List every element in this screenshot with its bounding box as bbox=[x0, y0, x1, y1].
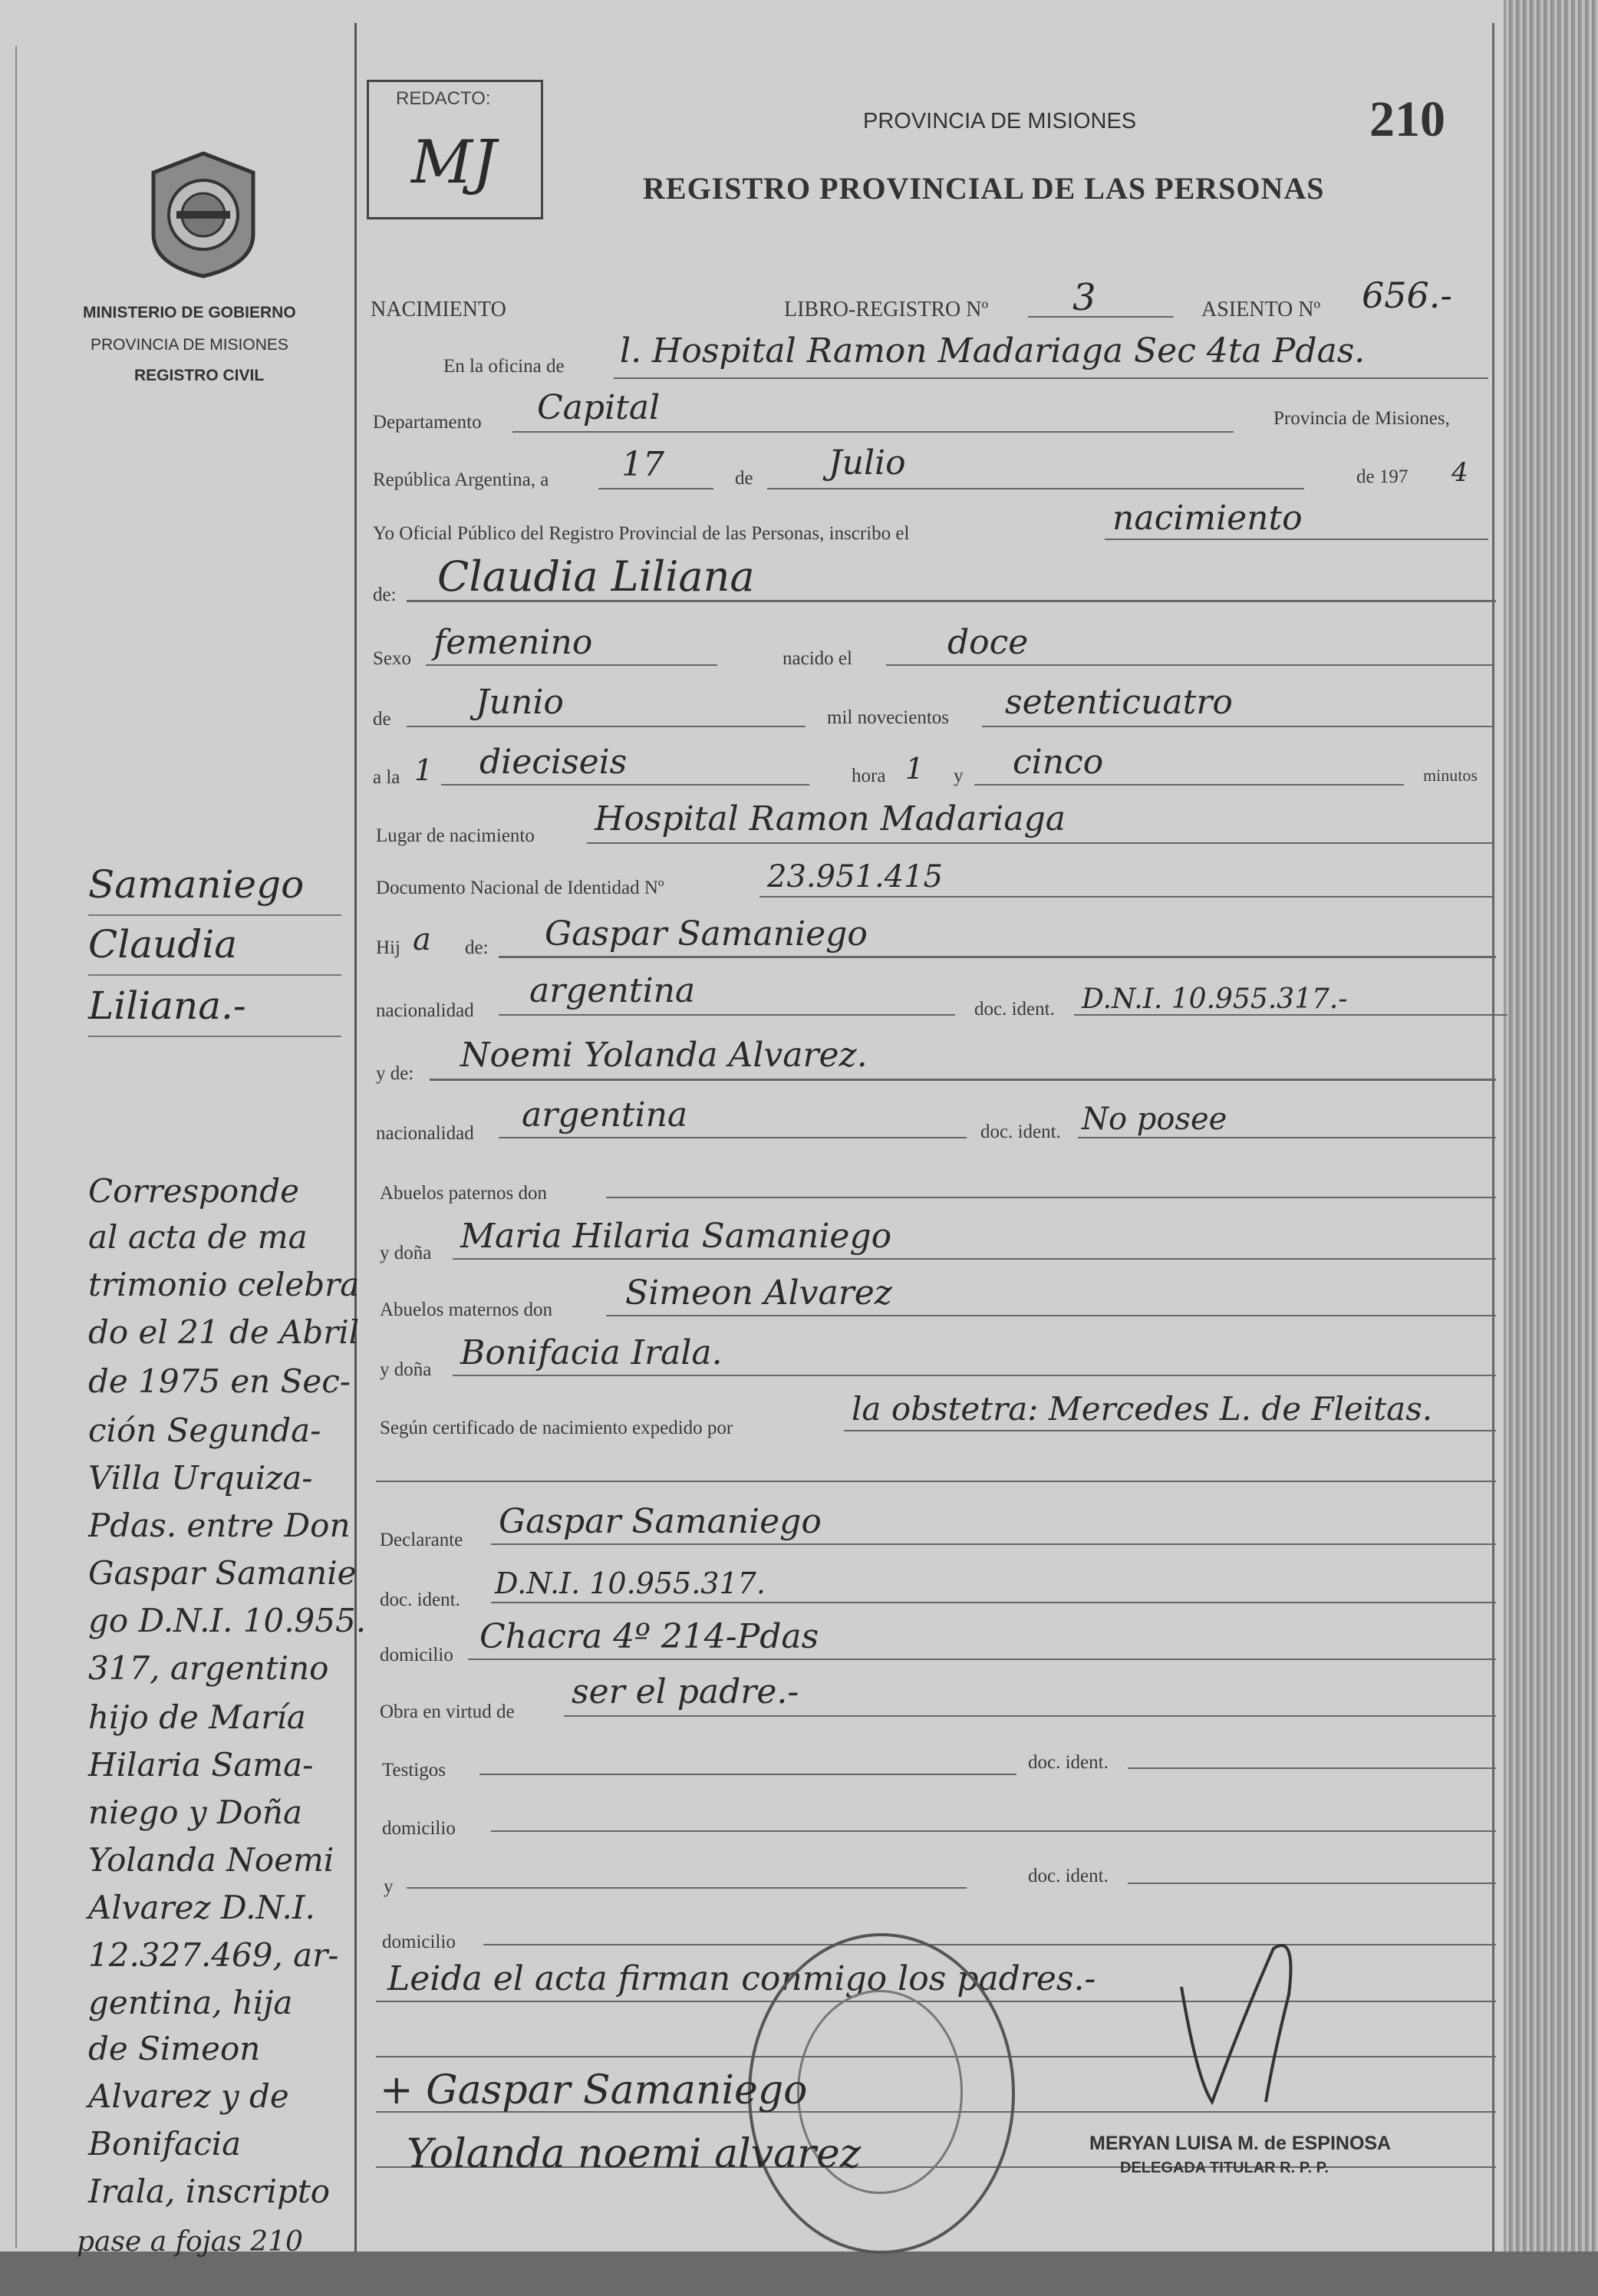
declarante-doc-label: doc. ident. bbox=[380, 1589, 460, 1610]
padre-line bbox=[499, 956, 1496, 958]
yo-oficial-label: Yo Oficial Público del Registro Provincial de las Personas, inscribo el bbox=[373, 523, 910, 544]
margin-note-line: go D.N.I. 10.955. bbox=[88, 1602, 367, 1639]
hora-line bbox=[441, 784, 809, 786]
official-title: DELEGADA TITULAR R. P. P. bbox=[1120, 2159, 1329, 2176]
sexo-line bbox=[426, 664, 717, 666]
madre-nac-value: argentina bbox=[522, 1095, 688, 1135]
domicilio-label: domicilio bbox=[380, 1645, 453, 1665]
act-type-label: NACIMIENTO bbox=[371, 298, 506, 321]
hij-de-label: de: bbox=[465, 937, 489, 958]
margin-note-line: al acta de ma bbox=[88, 1218, 308, 1256]
provincia-label: Provincia de Misiones, bbox=[1273, 408, 1450, 429]
margin-note-line: hijo de María bbox=[88, 1698, 306, 1736]
abuelos-maternos-label: Abuelos maternos don bbox=[380, 1300, 552, 1320]
testigo2-domicilio-line bbox=[483, 1944, 1496, 1945]
testigo1-line bbox=[479, 1774, 1016, 1775]
declarante-doc-line bbox=[491, 1602, 1496, 1603]
dia-value: 17 bbox=[621, 445, 664, 484]
mil-label: mil novecientos bbox=[827, 707, 949, 728]
hij-value: a bbox=[413, 922, 431, 957]
testigo1-doc-line bbox=[1128, 1767, 1496, 1769]
segun-line bbox=[844, 1430, 1496, 1431]
nacido-anio-value: setenticuatro bbox=[1005, 683, 1233, 722]
nombre-value: Claudia Liliana bbox=[437, 552, 755, 601]
margin-note-line: gentina, hija bbox=[88, 1984, 293, 2021]
ala-label: a la bbox=[373, 767, 400, 788]
nacido-mes-line bbox=[407, 726, 806, 727]
margin-note-line: Irala, inscripto bbox=[88, 2172, 330, 2210]
margin-note-line: niego y Doña bbox=[88, 1794, 302, 1831]
de-label: de bbox=[735, 468, 753, 489]
domicilio-line bbox=[468, 1659, 1496, 1660]
dni-line bbox=[759, 896, 1492, 898]
signature-mother: Yolanda noemi alvarez bbox=[407, 2131, 862, 2177]
nacido-line bbox=[886, 664, 1492, 666]
de-mes-label: de bbox=[373, 709, 391, 730]
ministry-seal bbox=[146, 150, 261, 280]
margin-note-line: Hilaria Sama- bbox=[88, 1746, 314, 1784]
nacido-label: nacido el bbox=[783, 648, 852, 669]
abuelos-paternos-label: Abuelos paternos don bbox=[380, 1183, 548, 1204]
margin-note-line: Samaniego bbox=[88, 862, 305, 907]
margin-note-line: Claudia bbox=[88, 922, 238, 967]
abuelo-pat-line bbox=[606, 1197, 1496, 1198]
year-value: 4 bbox=[1451, 457, 1468, 488]
testigo2-y-label: y bbox=[384, 1876, 394, 1897]
testigo2-domicilio-label: domicilio bbox=[382, 1932, 456, 1952]
nacido-mes-value: Junio bbox=[476, 683, 564, 722]
margin-rule bbox=[88, 1036, 341, 1037]
obra-label: Obra en virtud de bbox=[380, 1701, 515, 1722]
abuela-mat-label: y doña bbox=[380, 1359, 432, 1380]
margin-note-line: Alvarez D.N.I. bbox=[88, 1889, 315, 1926]
madre-nacionalidad-label: nacionalidad bbox=[376, 1123, 474, 1144]
redacto-initials: MJ bbox=[411, 128, 497, 197]
declarante-doc-value: D.N.I. 10.955.317. bbox=[495, 1566, 766, 1600]
testigo2-doc-line bbox=[1128, 1883, 1496, 1884]
republica-label: República Argentina, a bbox=[373, 469, 549, 490]
signature-father: + Gaspar Samaniego bbox=[380, 2067, 808, 2113]
seal-line-1: MINISTERIO DE GOBIERNO bbox=[83, 304, 296, 321]
margin-note-line: Yolanda Noemi bbox=[88, 1841, 334, 1879]
segun-line-2 bbox=[376, 1481, 1496, 1482]
libro-label: LIBRO-REGISTRO Nº bbox=[784, 298, 989, 321]
margin-note-line: Bonifacia bbox=[88, 2125, 242, 2163]
hora-value: dieciseis bbox=[479, 743, 628, 782]
madre-value: Noemi Yolanda Alvarez. bbox=[460, 1036, 868, 1075]
madre-nac-line bbox=[499, 1137, 967, 1138]
inscribo-line bbox=[1105, 539, 1488, 540]
margin-note-line: de Simeon bbox=[88, 2030, 261, 2067]
margin-note-line: do el 21 de Abril bbox=[88, 1313, 360, 1351]
ala-prefix: 1 bbox=[414, 753, 433, 787]
margin-note-line: pase a fojas 210 bbox=[77, 2226, 303, 2258]
official-signature-mark-icon bbox=[1151, 1925, 1312, 2117]
asiento-value: 656.- bbox=[1362, 275, 1452, 316]
official-signature bbox=[1151, 1925, 1312, 2117]
oficina-value: l. Hospital Ramon Madariaga Sec 4ta Pdas. bbox=[620, 331, 1366, 371]
hora-suffix: 1 bbox=[905, 752, 924, 786]
sexo-value: femenino bbox=[433, 623, 593, 662]
margin-note-line: 12.327.469, ar- bbox=[88, 1936, 339, 1974]
margin-note-line: trimonio celebra bbox=[88, 1266, 360, 1303]
declarante-line bbox=[491, 1543, 1496, 1545]
margin-note-line: Liliana.- bbox=[88, 983, 246, 1028]
lugar-label: Lugar de nacimiento bbox=[376, 825, 535, 846]
margin-note-line: Pdas. entre Don bbox=[88, 1507, 351, 1544]
testigo1-domicilio-label: domicilio bbox=[382, 1818, 456, 1839]
page-left-edge bbox=[15, 46, 17, 2248]
segun-value: la obstetra: Mercedes L. de Fleitas. bbox=[852, 1390, 1433, 1428]
abuela-pat-line bbox=[453, 1258, 1496, 1260]
madre-doc-label: doc. ident. bbox=[980, 1122, 1061, 1142]
lugar-line bbox=[587, 842, 1492, 844]
year-label: de 197 bbox=[1356, 466, 1409, 487]
declarante-value: Gaspar Samaniego bbox=[499, 1502, 822, 1541]
testigo2-doc-label: doc. ident. bbox=[1028, 1866, 1109, 1886]
padre-value: Gaspar Samaniego bbox=[545, 914, 868, 954]
abuelo-mat-value: Simeon Alvarez bbox=[625, 1273, 892, 1313]
lugar-value: Hospital Ramon Madariaga bbox=[595, 799, 1066, 838]
province-heading: PROVINCIA DE MISIONES bbox=[863, 109, 1137, 133]
nacido-anio-line bbox=[982, 726, 1492, 727]
margin-note-line: Alvarez y de bbox=[88, 2077, 289, 2115]
madre-line bbox=[430, 1079, 1496, 1081]
madre-doc-value: No posee bbox=[1082, 1102, 1227, 1137]
padre-nacionalidad-label: nacionalidad bbox=[376, 1000, 474, 1021]
minutos-label: minutos bbox=[1423, 766, 1478, 785]
declarante-label: Declarante bbox=[380, 1530, 463, 1550]
inscribo-value: nacimiento bbox=[1112, 499, 1303, 538]
dia-line bbox=[598, 488, 713, 489]
redacto-box bbox=[367, 80, 543, 219]
official-name: MERYAN LUISA M. de ESPINOSA bbox=[1089, 2133, 1392, 2154]
departamento-label: Departamento bbox=[373, 412, 482, 433]
margin-rule bbox=[88, 974, 341, 976]
hora-label: hora bbox=[852, 766, 886, 786]
departamento-value: Capital bbox=[537, 388, 661, 427]
margin-note-line: Gaspar Samanie bbox=[88, 1554, 357, 1592]
hij-label: Hij bbox=[376, 937, 400, 958]
madre-doc-line bbox=[1078, 1137, 1496, 1138]
abuela-mat-line bbox=[453, 1375, 1496, 1376]
margin-note-line: 317, argentino bbox=[88, 1649, 329, 1687]
margin-divider bbox=[354, 23, 357, 2252]
leida-value: Leida el acta firman conmigo los padres.- bbox=[387, 1959, 1096, 1998]
nacido-dia-value: doce bbox=[947, 623, 1029, 662]
page-number: 210 bbox=[1369, 91, 1445, 147]
oficina-label: En la oficina de bbox=[443, 356, 565, 377]
minutos-line bbox=[974, 784, 1404, 786]
padre-nac-line bbox=[499, 1014, 955, 1016]
testigo1-doc-label: doc. ident. bbox=[1028, 1752, 1109, 1773]
testigo2-line bbox=[407, 1887, 967, 1889]
domicilio-value: Chacra 4º 214-Pdas bbox=[479, 1617, 819, 1656]
redacto-label: REDACTO: bbox=[396, 88, 491, 109]
sexo-label: Sexo bbox=[373, 648, 411, 669]
margin-note-line: de 1975 en Sec- bbox=[88, 1362, 351, 1400]
seal-line-3: REGISTRO CIVIL bbox=[134, 367, 265, 384]
abuela-pat-label: y doña bbox=[380, 1243, 432, 1263]
padre-nac-value: argentina bbox=[529, 971, 696, 1010]
libro-line bbox=[1028, 316, 1174, 318]
asiento-label: ASIENTO Nº bbox=[1201, 298, 1321, 321]
margin-note-line: Villa Urquiza- bbox=[88, 1459, 313, 1497]
oficina-line bbox=[614, 377, 1488, 379]
testigos-label: Testigos bbox=[382, 1760, 446, 1780]
departamento-line bbox=[512, 431, 1234, 433]
segun-label: Según certificado de nacimiento expedido por bbox=[380, 1418, 733, 1438]
de-name-label: de: bbox=[373, 585, 397, 605]
abuelo-mat-line bbox=[606, 1315, 1496, 1316]
obra-line bbox=[564, 1715, 1496, 1717]
testigo1-domicilio-line bbox=[491, 1830, 1496, 1832]
yde-label: y de: bbox=[376, 1063, 414, 1084]
y-label: y bbox=[954, 766, 964, 786]
margin-rule bbox=[88, 914, 341, 916]
margin-note-line: Corresponde bbox=[88, 1172, 299, 1210]
obra-value: ser el padre.- bbox=[572, 1672, 799, 1711]
libro-value: 3 bbox=[1072, 276, 1096, 319]
registry-title: REGISTRO PROVINCIAL DE LAS PERSONAS bbox=[643, 171, 1325, 206]
abuela-pat-value: Maria Hilaria Samaniego bbox=[460, 1217, 892, 1256]
mes-value: Julio bbox=[829, 443, 906, 483]
seal-emblem-icon bbox=[146, 150, 261, 280]
mes-line bbox=[767, 488, 1304, 489]
margin-note-line: ción Segunda- bbox=[88, 1412, 321, 1449]
abuela-mat-value: Bonifacia Irala. bbox=[460, 1333, 723, 1372]
padre-doc-value: D.N.I. 10.955.317.- bbox=[1082, 983, 1348, 1015]
dni-value: 23.951.415 bbox=[767, 859, 944, 894]
dni-label: Documento Nacional de Identidad Nº bbox=[376, 878, 664, 898]
minutos-value: cinco bbox=[1013, 743, 1104, 782]
seal-line-2: PROVINCIA DE MISIONES bbox=[91, 336, 288, 354]
padre-doc-label: doc. ident. bbox=[974, 999, 1055, 1020]
book-page-edges bbox=[1504, 0, 1598, 2296]
